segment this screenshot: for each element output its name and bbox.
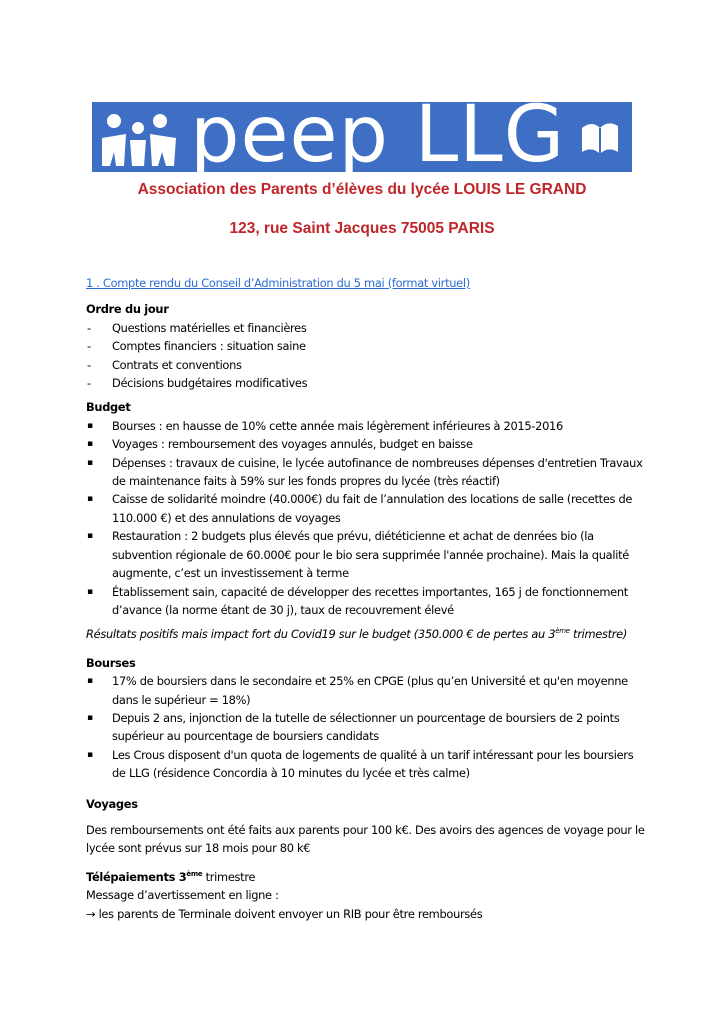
list-item: ▪ Établissement sain, capacité de développer des recettes importantes, 165 j de fonctionnement d’avance (la norme étant de 30 j), taux de recouvrement élevé xyxy=(86,583,646,620)
superscript: ème xyxy=(555,627,570,636)
superscript: ème xyxy=(186,869,203,878)
ordre-list xyxy=(86,319,646,393)
logo-text: peep LLG xyxy=(190,90,566,180)
book-icon xyxy=(574,110,626,164)
association-address: 123, rue Saint Jacques 75005 PARIS xyxy=(229,220,495,237)
ordre-heading: Ordre du jour xyxy=(86,302,169,317)
telepaiements-heading-text: Télépaiements 3 xyxy=(86,869,187,884)
budget-result-text: Résultats positifs mais impact fort du Covid19 sur le budget (350.000 € de pertes au 3 xyxy=(86,627,556,642)
document-body xyxy=(86,274,646,923)
telepaiements-heading-end: trimestre xyxy=(202,869,256,884)
telepaiements-line1: Message d’avertissement en ligne : xyxy=(86,888,279,903)
telepaiements-heading xyxy=(86,868,646,886)
budget-result xyxy=(86,625,646,643)
bourses-heading: Bourses xyxy=(86,655,136,670)
section-title[interactable]: 1 . Compte rendu du Conseil d’Administration du 5 mai (format virtuel) xyxy=(86,276,470,290)
list-item: ▪ Caisse de solidarité moindre (40.000€) du fait de l’annulation des locations de salle (recettes de 110.000 €) et des annulations de voyages xyxy=(86,490,646,527)
list-item: ▪ Les Crous disposent d'un quota de logements de qualité à un tarif intéressant pour les boursiers de LLG (résidence Concordia à 10 minutes du lycée et très calme) xyxy=(86,746,646,783)
family-icon xyxy=(96,108,182,168)
bourses-list xyxy=(86,672,646,782)
list-item: - Comptes financiers : situation saine xyxy=(86,337,646,355)
list-item: - Contrats et conventions xyxy=(86,356,646,374)
list-item: ▪ Depuis 2 ans, injonction de la tutelle de sélectionner un pourcentage de boursiers de 2 points supérieur au pourcentage de boursiers candidats xyxy=(86,709,646,746)
list-item: - Questions matérielles et financières xyxy=(86,319,646,337)
logo-banner xyxy=(92,90,632,180)
voyages-heading: Voyages xyxy=(86,796,138,811)
voyages-text: Des remboursements ont été faits aux parents pour 100 k€. Des avoirs des agences de voyage pour le lycée sont prévus sur 18 mois pour 80 k€ xyxy=(86,822,645,856)
list-item: - Décisions budgétaires modificatives xyxy=(86,374,646,392)
list-item: ▪ Voyages : remboursement des voyages annulés, budget en baisse xyxy=(86,435,646,453)
budget-heading: Budget xyxy=(86,400,131,415)
list-item: ▪ Dépenses : travaux de cuisine, le lycée autofinance de nombreuses dépenses d'entretien Travaux de maintenance faits à 59% sur les fonds propres du lycée (très réactif) xyxy=(86,454,646,491)
list-item: ▪ Restauration : 2 budgets plus élevés que prévu, diététicienne et achat de denrées bio (la subvention régionale de 60.000€ pour le bio sera supprimée l'année prochaine). Mais la qualité augmente, c’est un investissement à terme xyxy=(86,527,646,582)
budget-list xyxy=(86,417,646,619)
list-item: ▪ 17% de boursiers dans le secondaire et 25% en CPGE (plus qu’en Université et qu'en moyenne dans le supérieur = 18%) xyxy=(86,672,646,709)
telepaiements-line2: → les parents de Terminale doivent envoyer un RIB pour être remboursés xyxy=(86,906,483,921)
budget-result-end: trimestre) xyxy=(569,627,628,642)
association-name: Association des Parents d’élèves du lycée LOUIS LE GRAND xyxy=(137,181,587,198)
list-item: ▪ Bourses : en hausse de 10% cette année mais légèrement inférieures à 2015-2016 xyxy=(86,417,646,435)
